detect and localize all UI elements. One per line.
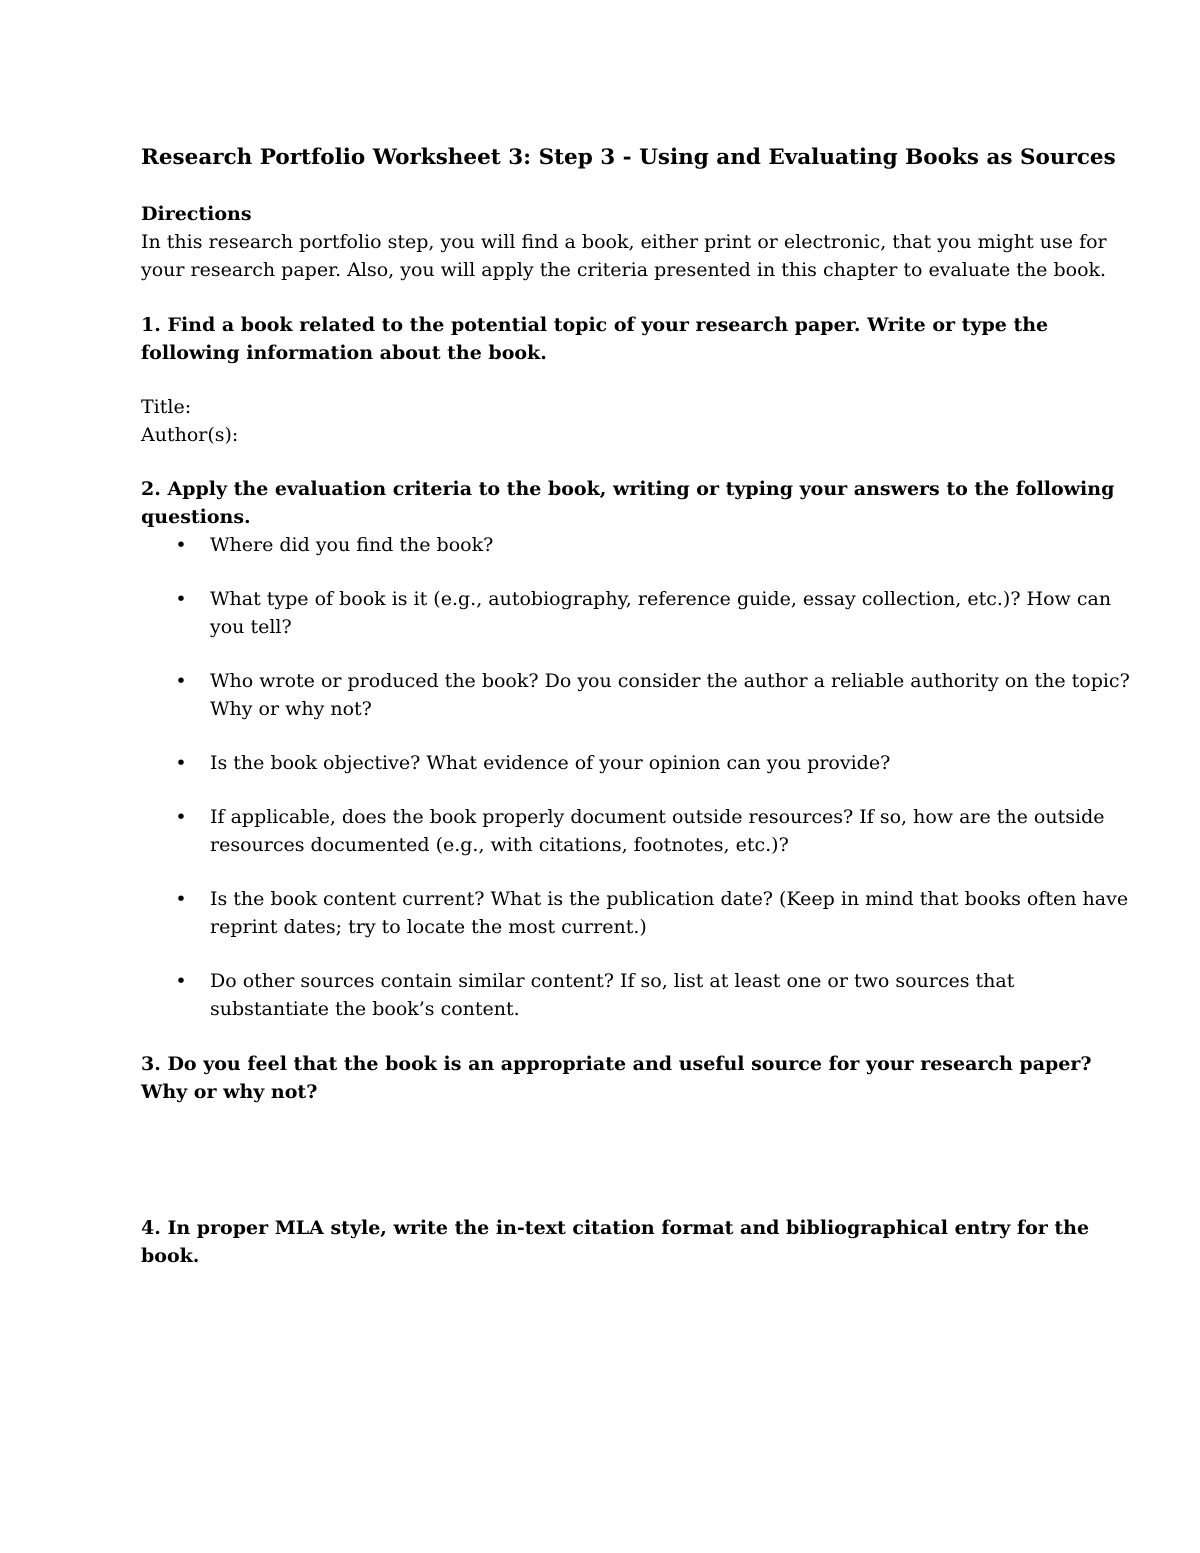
criteria-text: Do other sources contain similar content? If so, list at least one or two sources that substantiate the book’s content.	[210, 970, 1015, 1020]
bullet-icon: •	[175, 670, 187, 692]
criteria-text: Is the book objective? What evidence of your opinion can you provide?	[210, 752, 891, 774]
list-item	[141, 531, 1131, 559]
list-item	[141, 885, 1131, 941]
question-1: 1. Find a book related to the potential topic of your research paper. Write or type the following information about the book.	[141, 314, 1049, 364]
question-3: 3. Do you feel that the book is an appropriate and useful source for your research paper? Why or why not?	[141, 1053, 1092, 1103]
directions-text: In this research portfolio step, you will find a book, either print or electronic, that you might use for your research paper. Also, you will apply the criteria presented in this chapter to evaluate the book.	[141, 231, 1107, 281]
list-item	[141, 585, 1131, 641]
list-item	[141, 667, 1131, 723]
book-info-fields	[141, 393, 1131, 449]
bullet-icon: •	[175, 806, 187, 828]
question-4: 4. In proper MLA style, write the in-text citation format and bibliographical entry for the book.	[141, 1217, 1090, 1267]
criteria-text: Is the book content current? What is the publication date? (Keep in mind that books often have reprint dates; try to locate the most current.)	[210, 888, 1129, 938]
bullet-icon: •	[175, 534, 187, 556]
bullet-icon: •	[175, 888, 187, 910]
list-item	[141, 967, 1131, 1023]
question-2: 2. Apply the evaluation criteria to the book, writing or typing your answers to the following questions.	[141, 478, 1115, 528]
criteria-list	[141, 531, 1131, 1023]
page-title: Research Portfolio Worksheet 3: Step 3 - Using and Evaluating Books as Sources	[141, 145, 1116, 170]
list-item	[141, 749, 1131, 777]
authors-field-label: Author(s):	[141, 424, 239, 446]
bullet-icon: •	[175, 588, 187, 610]
bullet-icon: •	[175, 752, 187, 774]
criteria-text: What type of book is it (e.g., autobiography, reference guide, essay collection, etc.)? How can you tell?	[210, 588, 1112, 638]
title-field-label: Title:	[141, 396, 192, 418]
bullet-icon: •	[175, 970, 187, 992]
criteria-text: Where did you find the book?	[210, 534, 494, 556]
list-item	[141, 803, 1131, 859]
criteria-text: If applicable, does the book properly document outside resources? If so, how are the outside resources documented (e.g., with citations, footnotes, etc.)?	[210, 806, 1105, 856]
document-body	[141, 142, 1131, 1270]
directions-heading: Directions	[141, 203, 252, 225]
criteria-text: Who wrote or produced the book? Do you consider the author a reliable authority on the topic? Why or why not?	[210, 670, 1130, 720]
